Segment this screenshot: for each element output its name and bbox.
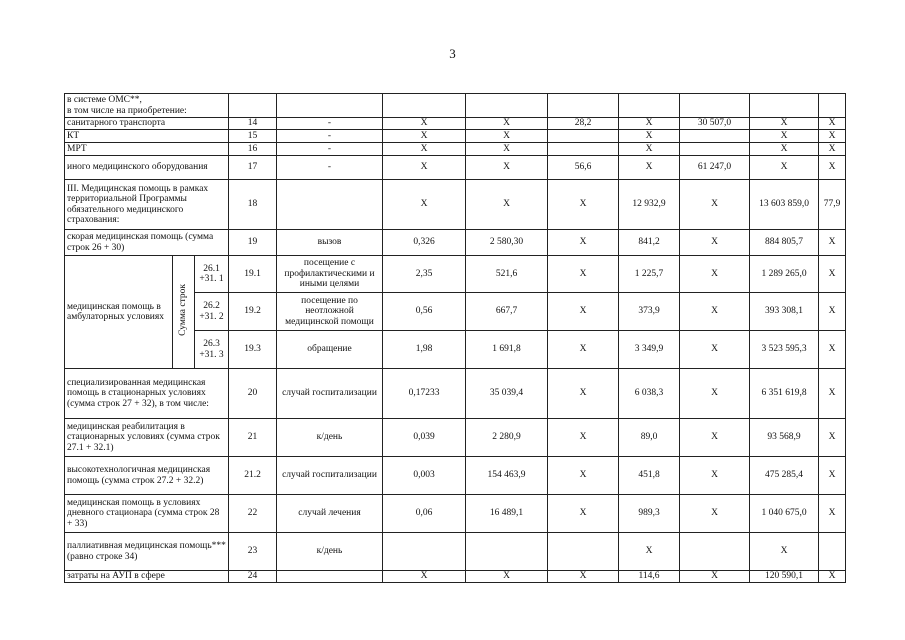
table-row [65,571,846,583]
value-cell [548,533,619,571]
value-cell: 2 580,30 [466,230,548,256]
value-cell: 1 225,7 [619,256,680,293]
value-cell: Х [680,331,750,369]
value-cell: Х [619,118,680,130]
row-name: иного медицинского оборудования [65,156,229,180]
unit-cell: - [277,130,383,143]
row-name: III. Медицинская помощь в рамках территориальной Программы обязательного медицинского страхования: [65,180,229,230]
unit-cell [277,180,383,230]
table-row [65,118,846,130]
value-cell: Х [548,571,619,583]
value-cell: Х [466,143,548,156]
unit-cell: к/день [277,533,383,571]
row-name: санитарного транспорта [65,118,229,130]
value-cell: Х [680,230,750,256]
value-cell: Х [466,118,548,130]
row-name: в системе ОМС**, в том числе на приобретение: [65,94,229,118]
row-name: медицинская помощь в амбулаторных условиях [65,256,173,369]
value-cell: Х [819,230,846,256]
row-number: 20 [229,369,277,419]
value-cell: 16 489,1 [466,495,548,533]
row-number: 18 [229,180,277,230]
row-number: 22 [229,495,277,533]
value-cell: Х [548,495,619,533]
value-cell: 35 039,4 [466,369,548,419]
value-cell: 6 038,3 [619,369,680,419]
value-cell: Х [819,156,846,180]
table-row [65,419,846,457]
row-name: специализированная медицинская помощь в стационарных условиях (сумма строк 27 + 32), в том числе: [65,369,229,419]
value-cell: Х [680,571,750,583]
unit-cell: обращение [277,331,383,369]
table-row [65,457,846,495]
value-cell [466,533,548,571]
value-cell: 3 349,9 [619,331,680,369]
table-row [65,256,846,293]
sub-rows-cell: 26.1 +31. 1 [195,256,229,293]
value-cell: 77,9 [819,180,846,230]
value-cell: Х [548,230,619,256]
value-cell: 30 507,0 [680,118,750,130]
row-number: 17 [229,156,277,180]
omc-table [64,93,846,583]
value-cell: Х [680,419,750,457]
value-cell: 475 285,4 [750,457,819,495]
value-cell: 61 247,0 [680,156,750,180]
row-number: 19 [229,230,277,256]
value-cell: 0,17233 [383,369,466,419]
unit-cell [277,571,383,583]
value-cell: Х [680,180,750,230]
row-name: МРТ [65,143,229,156]
value-cell: 2,35 [383,256,466,293]
value-cell: Х [548,293,619,331]
value-cell: Х [680,495,750,533]
value-cell [680,143,750,156]
row-name: медицинская помощь в условиях дневного стационара (сумма строк 28 + 33) [65,495,229,533]
value-cell: 989,3 [619,495,680,533]
row-number: 14 [229,118,277,130]
value-cell: 1 691,8 [466,331,548,369]
value-cell: 0,326 [383,230,466,256]
value-cell: Х [819,495,846,533]
value-cell: Х [548,256,619,293]
row-number: 23 [229,533,277,571]
row-number: 21.2 [229,457,277,495]
value-cell: 12 932,9 [619,180,680,230]
value-cell: Х [548,331,619,369]
unit-cell: - [277,118,383,130]
value-cell: 0,039 [383,419,466,457]
unit-cell: посещение по неотложной медицинской помощи [277,293,383,331]
value-cell: Х [383,156,466,180]
row-name: паллиативная медицинская помощь*** (равно строке 34) [65,533,229,571]
unit-cell: - [277,156,383,180]
value-cell: 0,56 [383,293,466,331]
value-cell: 56,6 [548,156,619,180]
value-cell: 521,6 [466,256,548,293]
value-cell: 884 805,7 [750,230,819,256]
value-cell: Х [819,118,846,130]
value-cell: Х [819,143,846,156]
row-number: 19.2 [229,293,277,331]
value-cell: Х [819,130,846,143]
value-cell: Х [383,571,466,583]
table-row [65,130,846,143]
value-cell: 451,8 [619,457,680,495]
value-cell: 1 040 675,0 [750,495,819,533]
unit-cell: к/день [277,419,383,457]
value-cell [548,130,619,143]
value-cell: 6 351 619,8 [750,369,819,419]
value-cell: Х [750,143,819,156]
page-number: 3 [449,46,456,61]
value-cell: Х [619,156,680,180]
row-name: затраты на АУП в сфере [65,571,229,583]
value-cell: 1,98 [383,331,466,369]
value-cell: 841,2 [619,230,680,256]
table-row [65,143,846,156]
value-cell [680,533,750,571]
value-cell: 93 568,9 [750,419,819,457]
row-number: 16 [229,143,277,156]
row-number: 21 [229,419,277,457]
table-row [65,369,846,419]
value-cell: 0,003 [383,457,466,495]
value-cell: Х [819,419,846,457]
table-row [65,94,846,118]
value-cell: Х [466,156,548,180]
value-cell: Х [548,369,619,419]
value-cell: Х [680,293,750,331]
value-cell: Х [619,130,680,143]
value-cell: 667,7 [466,293,548,331]
sum-label: Сумма строк [178,284,189,337]
value-cell: Х [819,331,846,369]
unit-cell: вызов [277,230,383,256]
row-name: высокотехнологичная медицинская помощь (сумма строк 27.2 + 32.2) [65,457,229,495]
table-row [65,533,846,571]
value-cell: Х [750,156,819,180]
value-cell: Х [466,180,548,230]
table-row [65,180,846,230]
row-name: медицинская реабилитация в стационарных условиях (сумма строк 27.1 + 32.1) [65,419,229,457]
value-cell: Х [680,457,750,495]
value-cell: Х [680,256,750,293]
value-cell: Х [750,130,819,143]
sub-rows-cell: 26.3 +31. 3 [195,331,229,369]
value-cell: Х [466,130,548,143]
row-name: скорая медицинская помощь (сумма строк 26 + 30) [65,230,229,256]
value-cell: 0,06 [383,495,466,533]
value-cell: Х [619,533,680,571]
value-cell: 154 463,9 [466,457,548,495]
unit-cell: - [277,143,383,156]
value-cell: 373,9 [619,293,680,331]
sum-label-cell [173,256,195,369]
value-cell: 2 280,9 [466,419,548,457]
value-cell: Х [466,571,548,583]
table-row [65,156,846,180]
value-cell: Х [819,457,846,495]
value-cell: Х [383,180,466,230]
value-cell: Х [819,369,846,419]
value-cell: Х [548,419,619,457]
value-cell: 89,0 [619,419,680,457]
value-cell [383,533,466,571]
unit-cell: посещение с профилактическими и иными целями [277,256,383,293]
unit-cell: случай госпитализации [277,369,383,419]
value-cell: 28,2 [548,118,619,130]
row-number: 24 [229,571,277,583]
value-cell: Х [750,533,819,571]
value-cell: 13 603 859,0 [750,180,819,230]
value-cell: 120 590,1 [750,571,819,583]
value-cell: Х [383,118,466,130]
sub-rows-cell: 26.2 +31. 2 [195,293,229,331]
value-cell [819,533,846,571]
unit-cell: случай лечения [277,495,383,533]
value-cell: 393 308,1 [750,293,819,331]
row-number: 19.3 [229,331,277,369]
value-cell: Х [383,143,466,156]
value-cell: Х [819,256,846,293]
row-name: КТ [65,130,229,143]
value-cell: Х [619,143,680,156]
value-cell: Х [680,369,750,419]
value-cell: Х [750,118,819,130]
value-cell: 1 289 265,0 [750,256,819,293]
value-cell: 114,6 [619,571,680,583]
value-cell: 3 523 595,3 [750,331,819,369]
table-row [65,495,846,533]
unit-cell: случай госпитализации [277,457,383,495]
value-cell: Х [548,457,619,495]
value-cell: Х [383,130,466,143]
value-cell: Х [548,180,619,230]
value-cell: Х [819,293,846,331]
table-row [65,230,846,256]
value-cell [548,143,619,156]
value-cell: Х [819,571,846,583]
row-number: 15 [229,130,277,143]
value-cell [680,130,750,143]
row-number: 19.1 [229,256,277,293]
